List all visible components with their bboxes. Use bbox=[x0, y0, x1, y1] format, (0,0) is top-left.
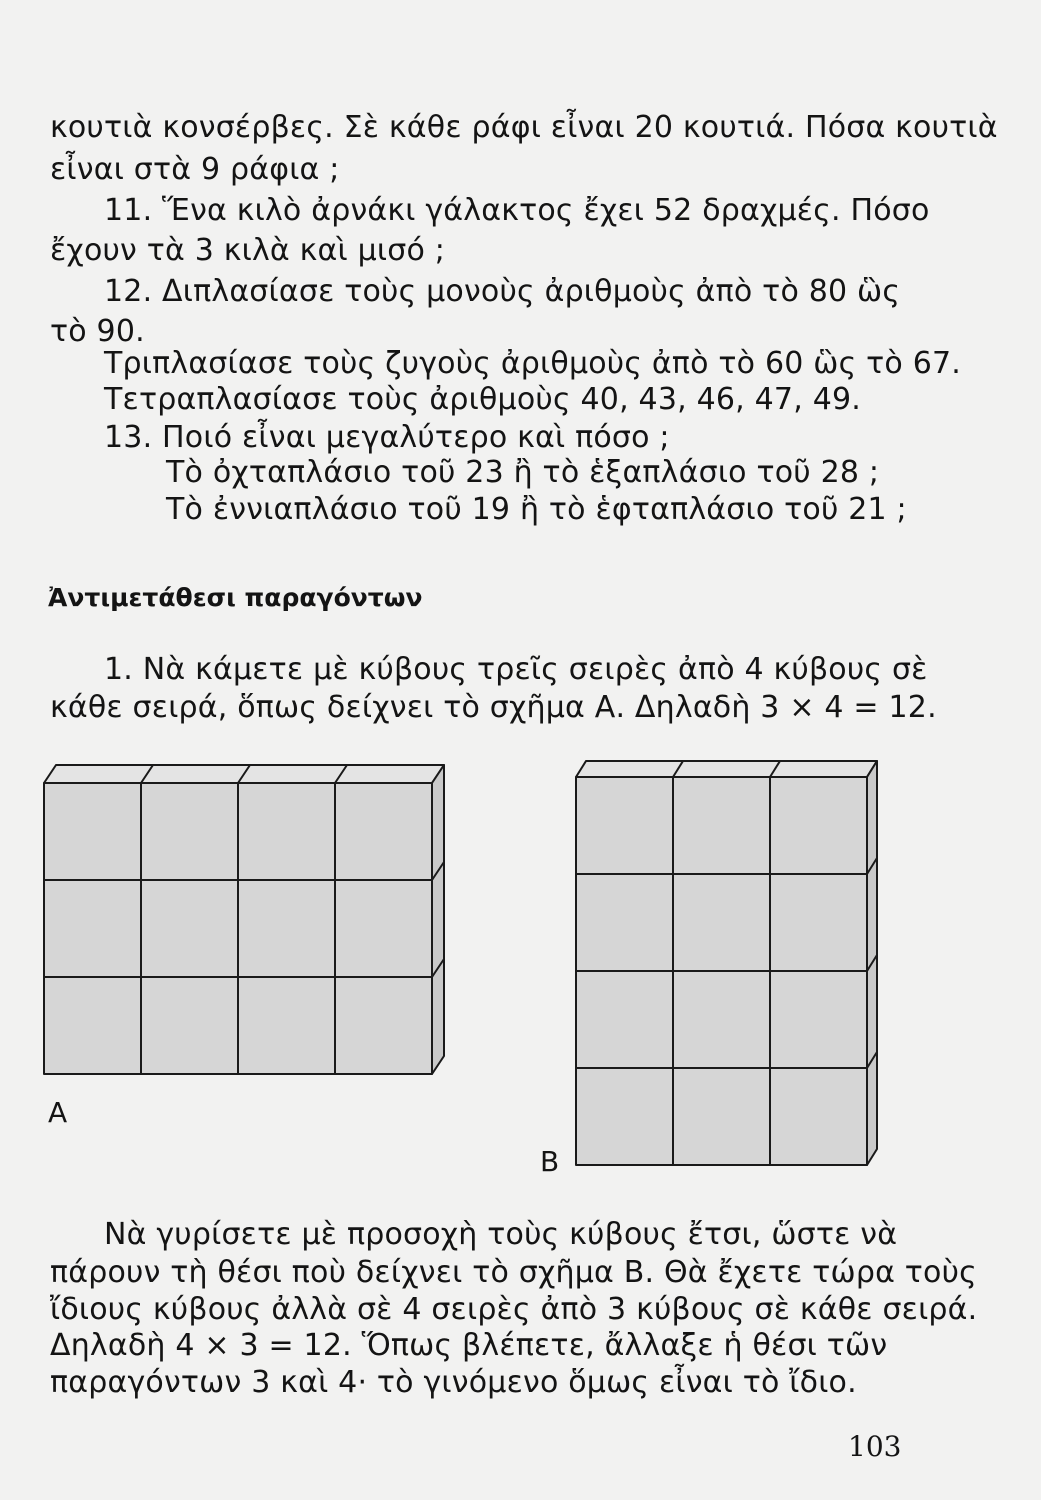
text-line: παραγόντων 3 καὶ 4· τὸ γινόμενο ὅμως εἶναι τὸ ἴδιο. bbox=[50, 1365, 857, 1400]
cube bbox=[238, 880, 335, 977]
cube-side-face bbox=[432, 765, 444, 1074]
cube bbox=[770, 874, 867, 971]
cube bbox=[770, 1068, 867, 1165]
exercise-11: 11. Ἕνα κιλὸ ἀρνάκι γάλακτος ἔχει 52 δραχμές. Πόσο bbox=[104, 193, 930, 228]
cube bbox=[673, 777, 770, 874]
cube bbox=[238, 977, 335, 1074]
text-line: ἴδιους κύβους ἀλλὰ σὲ 4 σειρὲς ἀπὸ 3 κύβους σὲ κάθε σειρά. bbox=[50, 1292, 978, 1327]
figure-b bbox=[576, 761, 877, 1165]
text-line: εἶναι στὰ 9 ράφια ; bbox=[50, 152, 340, 187]
cube bbox=[335, 977, 432, 1074]
text-line: Τὸ ὀχταπλάσιο τοῦ 23 ἢ τὸ ἑξαπλάσιο τοῦ 28 ; bbox=[166, 455, 880, 490]
cube bbox=[673, 1068, 770, 1165]
figure-a-label: A bbox=[48, 1096, 68, 1129]
cube bbox=[770, 971, 867, 1068]
cube bbox=[576, 777, 673, 874]
text-line: Δηλαδὴ 4 × 3 = 12. Ὅπως βλέπετε, ἄλλαξε ἡ θέσι τῶν bbox=[50, 1328, 888, 1363]
text-line: Τὸ ἐννιαπλάσιο τοῦ 19 ἢ τὸ ἑφταπλάσιο τοῦ 21 ; bbox=[166, 492, 907, 527]
cube bbox=[335, 880, 432, 977]
exercise-13: 13. Ποιό εἶναι μεγαλύτερο καὶ πόσο ; bbox=[104, 420, 670, 455]
section-heading: Ἀντιμετάθεσι παραγόντων bbox=[48, 583, 423, 612]
cube bbox=[673, 971, 770, 1068]
text-line: κουτιὰ κονσέρβες. Σὲ κάθε ράφι εἶναι 20 κουτιά. Πόσα κουτιὰ bbox=[50, 110, 998, 145]
text-line: Τετραπλασίασε τοὺς ἀριθμοὺς 40, 43, 46, 47, 49. bbox=[104, 382, 861, 417]
cube bbox=[141, 977, 238, 1074]
cube bbox=[576, 1068, 673, 1165]
cube bbox=[335, 783, 432, 880]
exercise-12: 12. Διπλασίασε τοὺς μονοὺς ἀριθμοὺς ἀπὸ τὸ 80 ὣς bbox=[104, 274, 901, 309]
cube bbox=[238, 783, 335, 880]
cube bbox=[673, 874, 770, 971]
cube bbox=[44, 783, 141, 880]
cube bbox=[44, 977, 141, 1074]
text-line: πάρουν τὴ θέσι ποὺ δείχνει τὸ σχῆμα Β. Θὰ ἔχετε τώρα τοὺς bbox=[50, 1255, 977, 1290]
cube bbox=[141, 880, 238, 977]
cube-top-face bbox=[576, 761, 877, 777]
text-line: ἔχουν τὰ 3 κιλὰ καὶ μισό ; bbox=[50, 233, 446, 268]
page-number: 103 bbox=[848, 1430, 902, 1463]
cube bbox=[576, 874, 673, 971]
text-line: Νὰ γυρίσετε μὲ προσοχὴ τοὺς κύβους ἔτσι, ὥστε νὰ bbox=[104, 1217, 898, 1252]
cube bbox=[576, 971, 673, 1068]
figure-b-label: B bbox=[540, 1145, 560, 1178]
cube bbox=[141, 783, 238, 880]
exercise-1: 1. Νὰ κάμετε μὲ κύβους τρεῖς σειρὲς ἀπὸ 4 κύβους σὲ bbox=[104, 652, 928, 687]
text-line: κάθε σειρά, ὅπως δείχνει τὸ σχῆμα Α. Δηλαδὴ 3 × 4 = 12. bbox=[50, 690, 937, 725]
text-line: Τριπλασίασε τοὺς ζυγοὺς ἀριθμοὺς ἀπὸ τὸ 60 ὣς τὸ 67. bbox=[104, 346, 962, 381]
cube bbox=[44, 880, 141, 977]
cube bbox=[770, 777, 867, 874]
text-line: τὸ 90. bbox=[50, 314, 145, 349]
figure-a bbox=[44, 765, 444, 1074]
